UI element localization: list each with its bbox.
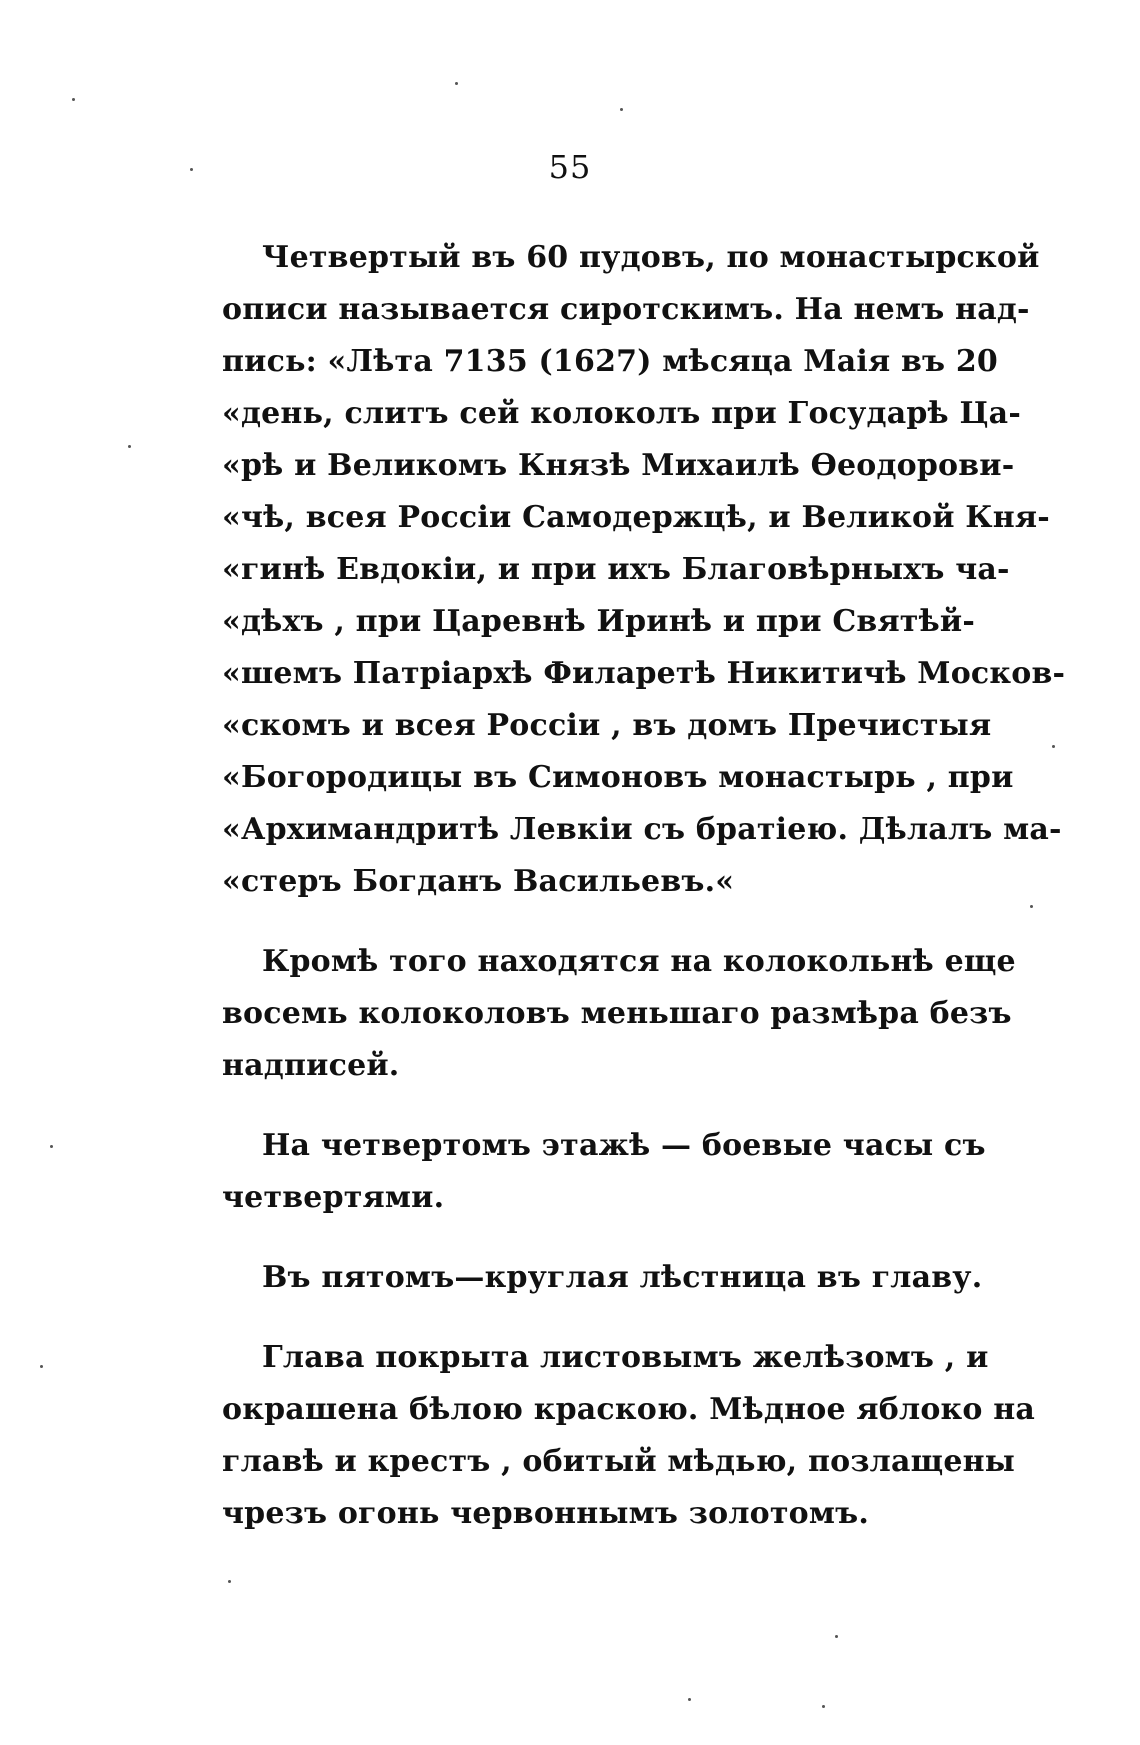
text-line: Четвертый въ 60 пудовъ, по монастырской — [262, 240, 1040, 275]
paragraph-gap — [222, 1304, 962, 1332]
page-number: 55 — [548, 148, 592, 186]
text-line: главѣ и крестъ , обитый мѣдью, позлащены — [222, 1444, 1016, 1479]
paragraph-dome — [222, 1332, 1036, 1540]
scan-speck — [40, 1365, 43, 1368]
paragraph-other-bells — [222, 936, 1016, 1092]
text-line: «дѣхъ , при Царевнѣ Иринѣ и при Святѣй- — [222, 604, 975, 639]
scan-speck — [128, 445, 131, 448]
text-line: окрашена бѣлою краскою. Мѣдное яблоко на — [222, 1392, 1036, 1427]
text-line: «гинѣ Евдокіи, и при ихъ Благовѣрныхъ ча- — [222, 552, 1010, 587]
scan-speck — [455, 82, 458, 85]
paragraph-gap — [222, 1092, 962, 1120]
text-line: чрезъ огонь червоннымъ золотомъ. — [222, 1496, 870, 1531]
paragraph-gap — [222, 1224, 962, 1252]
paragraph-fourth-floor — [222, 1120, 986, 1224]
scan-speck — [822, 1705, 825, 1708]
text-line: пись: «Лѣта 7135 (1627) мѣсяца Маія въ 20 — [222, 344, 998, 379]
text-line: «чѣ, всея Россіи Самодержцѣ, и Великой Кня- — [222, 500, 1050, 535]
text-line: На четвертомъ этажѣ — боевые часы съ — [262, 1128, 986, 1163]
paragraph-bells-inscription — [222, 232, 1066, 908]
body-text — [222, 232, 1066, 1540]
text-line: «день, слитъ сей колоколъ при Государѣ Ца- — [222, 396, 1021, 431]
scan-speck — [72, 98, 75, 101]
scan-speck — [1052, 745, 1055, 748]
text-line: Глава покрыта листовымъ желѣзомъ , и — [262, 1340, 989, 1375]
scan-speck — [1030, 905, 1033, 908]
scan-speck — [228, 1580, 231, 1583]
scan-speck — [50, 1145, 53, 1148]
text-line: Въ пятомъ—круглая лѣстница въ главу. — [262, 1260, 983, 1295]
text-line: «рѣ и Великомъ Князѣ Михаилѣ Ѳеодорови- — [222, 448, 1015, 483]
text-line: Кромѣ того находятся на колокольнѣ еще — [262, 944, 1016, 979]
scan-speck — [620, 108, 623, 111]
text-line: надписей. — [222, 1048, 400, 1083]
text-line: «шемъ Патріархѣ Филаретѣ Никитичѣ Москов- — [222, 656, 1066, 691]
paragraph-gap — [222, 908, 962, 936]
paragraph-fifth-floor — [222, 1252, 983, 1304]
text-line: четвертями. — [222, 1180, 445, 1215]
text-line: «скомъ и всея Россіи , въ домъ Пречистыя — [222, 708, 992, 743]
text-line: «стеръ Богданъ Васильевъ.« — [222, 864, 735, 899]
scan-speck — [835, 1635, 838, 1638]
text-line: «Богородицы въ Симоновъ монастырь , при — [222, 760, 1014, 795]
text-line: описи называется сиротскимъ. На немъ над- — [222, 292, 1030, 327]
text-line: «Архимандритѣ Левкіи съ братіею. Дѣлалъ ма- — [222, 812, 1062, 847]
scan-speck — [190, 168, 193, 171]
text-line: восемь колоколовъ меньшаго размѣра безъ — [222, 996, 1012, 1031]
scan-speck — [688, 1698, 691, 1701]
